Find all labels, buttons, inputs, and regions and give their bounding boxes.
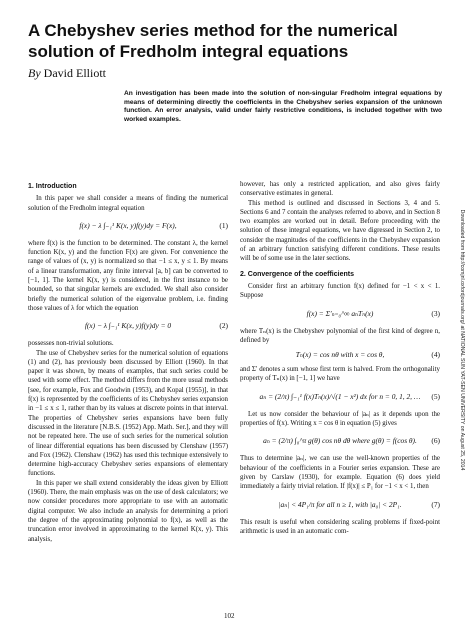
- paragraph: Consider first an arbitrary function f(x) defined for −1 < x < 1. Suppose: [240, 282, 440, 300]
- author-prefix: By: [28, 66, 41, 80]
- abstract: An investigation has been made into the solution of non-singular Fredholm integral equations by means of determining directly the coefficients in the Chebyshev series expansion of the unknown function. An error analysis, valid under fairly restrictive conditions, is included together with two worked examples.: [124, 90, 442, 123]
- paragraph: where Tₙ(x) is the Chebyshev polynomial of the first kind of degree n, defined by: [240, 327, 440, 344]
- equation-6-number: (6): [431, 436, 440, 446]
- page-number: 102: [224, 612, 235, 620]
- equation-7: [240, 497, 440, 513]
- equation-2-number: (2): [219, 321, 228, 331]
- equation-6: [240, 433, 440, 449]
- equation-5-body: aₙ = (2/π) ∫₋₁¹ f(x)Tₙ(x)/√(1 − x²) dx for n = 0, 1, 2, …: [259, 391, 421, 401]
- paragraph: In this paper we shall consider a means of finding the numerical solution of the Fredholm integral equation: [28, 195, 228, 212]
- paper-title: A Chebyshev series method for the numerical solution of Fredholm integral equations: [28, 21, 398, 61]
- left-column: [28, 180, 228, 544]
- equation-3-number: (3): [431, 308, 440, 318]
- paragraph: Thus to determine |aₙ|, we can use the well-known properties of the behaviour of the coefficients in a Fourier series expansion. These are given by Carslaw (1930), for example. Equation (6) does yield immediately a fairly trivial relation. If |f(x)| ≤ P₁ for −1 < x < 1, then: [240, 455, 440, 491]
- paragraph: This result is useful when considering scaling problems if fixed-point arithmetic is used in an automatic com-: [240, 518, 440, 535]
- paragraph: however, has only a restricted application, and also gives fairly conservative estimates in general.: [240, 181, 440, 198]
- equation-1: [28, 218, 228, 234]
- download-watermark: [458, 190, 466, 490]
- author-line: [28, 66, 106, 81]
- author-name: David Elliott: [43, 66, 106, 80]
- paragraph: This method is outlined and discussed in Sections 3, 4 and 5. Sections 6 and 7 contain the analyses referred to above, and in Section 8 two examples are worked out in detail. Before proceeding with the solution of these integral equations, we have digressed in Section 2, to consider the magnitudes of the coefficients in the Chebyshev expansion of an arbitrary function satisfying different conditions. These results will be of some use in the later sections.: [240, 199, 440, 263]
- equation-4-number: (4): [431, 350, 440, 360]
- equation-1-body: f(x) − λ ∫₋₁¹ K(x, y)f(y)dy = F(x),: [79, 220, 177, 230]
- paragraph: In this paper we shall extend considerably the ideas given by Elliott (1960). There, the main emphasis was on the use of desk calculators; we now consider procedures more appropriate to use with an automatic digital computer. We also include an analysis for determining a priori the degree of the approximating polynomial to f(x), as well as the truncation error involved in approximating to the kernel K(x, y). This analysis,: [28, 479, 228, 543]
- right-column: [240, 180, 440, 536]
- paragraph: where f(x) is the function to be determined. The constant λ, the kernel function K(x, y) and the function F(x) are given. For convenience the range of values of (x, y) is normalized so that −1 ≤ x, y ≤ 1. By means of a linear transformation, any finite interval [a, b] can be converted to [−1, 1]. The kernel K(x, y) is considered, in the first instance to be bounded, so that singular kernels are excluded. We shall also consider briefly the numerical solution of the eigenvalue problem, i.e. finding those values of λ for which the equation: [28, 239, 228, 312]
- paragraph: possesses non-trivial solutions.: [28, 340, 114, 348]
- equation-5: [240, 389, 440, 405]
- equation-3-body: f(x) = Σ′ₙ₌₀^∞ aₙTₙ(x): [306, 308, 374, 318]
- equation-2: [28, 318, 228, 334]
- equation-2-body: f(x) − λ ∫₋₁¹ K(x, y)f(y)dy = 0: [84, 321, 172, 331]
- paragraph: and Σ′ denotes a sum whose first term is halved. From the orthogonality property of Tₙ(x) in [−1, 1] we have: [240, 366, 440, 383]
- equation-7-number: (7): [431, 499, 440, 509]
- equation-1-number: (1): [219, 220, 228, 230]
- equation-6-body: aₙ = (2/π) ∫₀^π g(θ) cos nθ dθ where g(θ) = f(cos θ).: [263, 436, 417, 446]
- section-1-heading: 1. Introduction: [28, 183, 77, 190]
- download-watermark-text: Downloaded from http://comjnl.oxfordjournals.org/ at NATIONAL SUN YAT-SEN UNIVERSITY on August 25, 2014: [459, 209, 465, 471]
- section-2-heading: 2. Convergence of the coefficients: [240, 270, 354, 278]
- equation-5-number: (5): [431, 391, 440, 401]
- equation-4: [240, 350, 440, 360]
- paragraph: Let us now consider the behaviour of |aₙ| as it depends upon the properties of f(x). Writing x = cos θ in equation (5) gives: [240, 410, 440, 428]
- equation-3: [240, 306, 440, 322]
- equation-7-body: |aₙ| < 4P₁/π for all n ≥ 1, with |a₀| < 2P₁.: [278, 499, 402, 509]
- equation-4-body: Tₙ(x) = cos nθ with x = cos θ,: [295, 350, 385, 360]
- paragraph: The use of Chebyshev series for the numerical solution of equations (1) and (2), has previously been discussed by Elliott (1960). In that paper it was shown, by means of examples, that such series could be used with some effect. The method differs from the more usual methods [see, for example, Fox and Goodwin (1953), and Kopal (1955)], in that f(x) is represented by the coefficients of its Chebyshev series expansion in −1 ≤ x ≤ 1, rather than by its values at discrete points in that interval. The properties of Chebyshev series expansions have been fully discussed in the literature [N.B.S. (1952) App. Math. Ser.], and they will not be repeated here. The use of such series for the numerical solution of linear differential equations has been discussed by Clenshaw (1957) and Fox (1962). Clenshaw (1962) has used this technique extensively to determine high-accuracy Chebyshev series expansions of elementary functions.: [28, 349, 228, 478]
